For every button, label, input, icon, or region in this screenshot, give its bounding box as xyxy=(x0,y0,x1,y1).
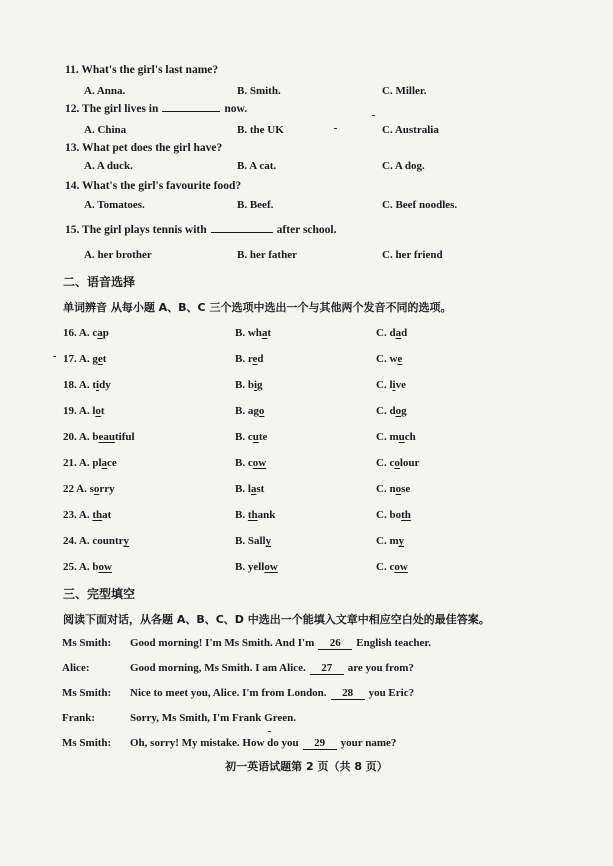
word-part: c xyxy=(92,327,98,339)
underlined-letters: ow xyxy=(264,561,278,573)
phonetics-option-c xyxy=(376,535,404,547)
phonetics-option-b xyxy=(235,561,278,573)
line-text-after: are you from? xyxy=(347,662,414,674)
word-part: Sall xyxy=(247,535,266,547)
word-part: C. xyxy=(376,483,390,495)
word-option xyxy=(92,509,111,521)
word-part: C. xyxy=(376,431,390,443)
underlined-letters: e xyxy=(97,353,103,365)
word-option xyxy=(235,379,263,391)
stem-text: 14. What's the girl's favourite food? xyxy=(65,180,242,192)
question-number: 25. A. xyxy=(63,561,93,573)
dialogue-line xyxy=(130,687,414,700)
word-option xyxy=(92,327,109,339)
option-b: B. A cat. xyxy=(237,160,277,172)
word-part: C. xyxy=(376,405,390,417)
word-option xyxy=(376,379,406,391)
stem-text-after: after school. xyxy=(276,224,337,236)
dialogue-line xyxy=(130,712,296,724)
phonetics-option-b xyxy=(235,379,263,391)
word-part: B. xyxy=(235,535,248,547)
word-part: C. xyxy=(376,353,390,365)
word-option xyxy=(92,379,110,391)
stem-text: 12. The girl lives in xyxy=(65,103,159,115)
underlined-letters: a xyxy=(101,457,108,469)
phonetics-option-b xyxy=(235,431,267,443)
phonetics-option-a xyxy=(63,509,111,521)
underlined-letters: ow xyxy=(252,457,267,469)
word-part: B. xyxy=(235,561,248,573)
word-part: yell xyxy=(247,561,265,573)
speaker-name: Ms Smith: xyxy=(62,737,112,749)
phonetics-option-a xyxy=(63,327,109,339)
dialogue-line xyxy=(130,637,431,650)
phonetics-option-c xyxy=(376,353,402,365)
word-option xyxy=(376,327,407,339)
word-option xyxy=(376,509,411,521)
phonetics-option-c xyxy=(376,327,407,339)
word-part: g xyxy=(401,405,407,417)
phonetics-option-b xyxy=(235,327,271,339)
word-part: l xyxy=(247,483,251,495)
word-part: c xyxy=(247,457,253,469)
phonetics-option-c xyxy=(376,379,406,391)
word-part: ce xyxy=(107,457,117,469)
word-part: st xyxy=(256,483,265,495)
dialogue-line xyxy=(130,737,396,750)
word-part: r xyxy=(247,353,253,365)
phonetics-option-a xyxy=(63,457,117,469)
word-part: b xyxy=(92,431,99,443)
option-b: B. the UK xyxy=(237,124,284,136)
underlined-letters: e xyxy=(397,353,403,365)
line-text-after: your name? xyxy=(340,737,397,749)
underlined-letters: th xyxy=(92,509,103,521)
word-part: g xyxy=(257,379,263,391)
word-part: rry xyxy=(99,483,115,495)
question-number: 17. A. xyxy=(63,353,93,365)
word-option xyxy=(235,327,271,339)
line-text: Sorry, Ms Smith, I'm Frank Green. xyxy=(130,712,297,724)
word-part: B. xyxy=(235,327,248,339)
word-part: t xyxy=(267,327,272,339)
option-a: A. China xyxy=(84,124,127,136)
word-part: d xyxy=(389,327,396,339)
phonetics-option-c xyxy=(376,483,410,495)
cloze-blank: 29 xyxy=(303,737,337,750)
phonetics-option-b xyxy=(235,405,264,417)
speaker-name: Ms Smith: xyxy=(62,687,112,699)
word-part: c xyxy=(389,457,395,469)
word-option xyxy=(376,535,404,547)
option-b: B. her father xyxy=(237,249,297,261)
section-title: 二、语音选择 xyxy=(63,275,136,289)
underlined-letters: o xyxy=(394,457,400,469)
word-part: C. xyxy=(376,457,390,469)
word-part: B. xyxy=(235,509,248,521)
word-part: l xyxy=(92,405,96,417)
underlined-letters: eau xyxy=(98,431,115,443)
section-title: 三、完型填空 xyxy=(63,587,136,601)
option-a: A. A duck. xyxy=(84,160,133,172)
word-part: C. xyxy=(376,561,390,573)
underlined-letters: i xyxy=(96,379,100,391)
phonetics-option-a xyxy=(63,379,111,391)
underlined-letters: o xyxy=(93,483,100,495)
phonetics-option-a xyxy=(63,431,135,443)
question-number: 19. A. xyxy=(63,405,93,417)
word-option xyxy=(92,561,112,573)
word-part: m xyxy=(389,431,399,443)
underlined-letters: u xyxy=(252,431,259,443)
word-option xyxy=(235,509,275,521)
option-c: C. Miller. xyxy=(382,85,427,97)
question-number: 21. A. xyxy=(63,457,93,469)
word-part: l xyxy=(389,379,393,391)
line-text: Nice to meet you, Alice. I'm from London. xyxy=(130,687,327,699)
word-option xyxy=(235,535,271,547)
word-option xyxy=(90,483,115,495)
option-a: A. Tomatoes. xyxy=(84,199,145,211)
underlined-letters: y xyxy=(123,535,130,547)
underlined-letters: a xyxy=(250,483,257,495)
phonetics-option-b xyxy=(235,457,266,469)
word-option xyxy=(92,457,116,469)
word-option xyxy=(235,405,264,417)
underlined-letters: i xyxy=(253,379,258,391)
word-part: ank xyxy=(257,509,276,521)
stem-text-after: now. xyxy=(224,103,248,115)
scan-speck xyxy=(268,731,271,732)
word-part: B. xyxy=(235,457,248,469)
word-part: B. xyxy=(235,431,248,443)
word-part: ag xyxy=(247,405,259,417)
word-part: w xyxy=(389,353,398,365)
phonetics-option-b xyxy=(235,483,264,495)
option-a: A. her brother xyxy=(84,249,152,261)
question-number: 20. A. xyxy=(63,431,93,443)
underlined-letters: a xyxy=(261,327,268,339)
question-stem xyxy=(65,142,222,154)
line-text-after: you Eric? xyxy=(368,687,415,699)
speaker-name: Frank: xyxy=(62,712,95,724)
scan-speck xyxy=(334,128,337,129)
word-option xyxy=(92,535,129,547)
phonetics-option-b xyxy=(235,535,271,547)
word-option xyxy=(235,561,278,573)
stem-text: 13. What pet does the girl have? xyxy=(65,142,223,154)
word-part: c xyxy=(389,561,395,573)
word-part: at xyxy=(102,509,112,521)
word-part: c xyxy=(247,431,253,443)
word-part: ch xyxy=(404,431,416,443)
phonetics-option-a xyxy=(63,535,129,547)
phonetics-option-c xyxy=(376,431,416,443)
stem-text: 15. The girl plays tennis with xyxy=(65,224,207,236)
word-part: se xyxy=(401,483,411,495)
word-option xyxy=(376,353,402,365)
word-part: wh xyxy=(247,327,262,339)
word-part: C. xyxy=(376,535,390,547)
phonetics-option-b xyxy=(235,509,275,521)
phonetics-option-a xyxy=(63,353,106,365)
word-part: B. xyxy=(235,353,248,365)
word-option xyxy=(376,483,410,495)
phonetics-option-b xyxy=(235,353,264,365)
line-text-after: English teacher. xyxy=(356,637,432,649)
page-footer: 初一英语试题第 2 页（共 8 页） xyxy=(225,760,388,773)
word-part: p xyxy=(102,327,109,339)
word-part: C. xyxy=(376,509,390,521)
word-part: t xyxy=(92,379,97,391)
answer-blank xyxy=(162,111,220,112)
underlined-letters: o xyxy=(395,483,402,495)
word-option xyxy=(235,483,264,495)
underlined-letters: y xyxy=(265,535,272,547)
line-text: Good morning, Ms Smith. I am Alice. xyxy=(130,662,306,674)
word-part: pl xyxy=(92,457,102,469)
underlined-letters: o xyxy=(258,405,265,417)
question-number: 16. A. xyxy=(63,327,93,339)
speaker-name: Alice: xyxy=(62,662,90,674)
underlined-letters: a xyxy=(97,327,103,339)
line-text: Oh, sorry! My mistake. How do you xyxy=(130,737,299,749)
word-part: B. xyxy=(235,483,248,495)
question-number: 18. A. xyxy=(63,379,93,391)
option-c: C. Australia xyxy=(382,124,439,136)
word-part: b xyxy=(247,379,254,391)
word-part: te xyxy=(258,431,268,443)
word-part: C. xyxy=(376,379,390,391)
underlined-letters: u xyxy=(398,431,405,443)
word-part: lour xyxy=(399,457,420,469)
underlined-letters: th xyxy=(247,509,258,521)
word-option xyxy=(376,431,416,443)
underlined-letters: o xyxy=(95,405,101,417)
scan-speck xyxy=(372,115,375,116)
word-part: m xyxy=(389,535,399,547)
option-c: C. A dog. xyxy=(382,160,425,172)
option-c: C. her friend xyxy=(382,249,443,261)
question-stem xyxy=(65,180,241,192)
word-option xyxy=(235,431,267,443)
word-option xyxy=(376,457,419,469)
underlined-letters: ow xyxy=(394,561,408,573)
question-number: 23. A. xyxy=(63,509,93,521)
underlined-letters: a xyxy=(395,327,402,339)
question-stem xyxy=(65,224,337,236)
word-part: t xyxy=(102,353,107,365)
word-part: tiful xyxy=(114,431,135,443)
option-b: B. Beef. xyxy=(237,199,274,211)
question-stem xyxy=(65,103,247,115)
phonetics-option-a xyxy=(63,561,112,573)
scan-speck xyxy=(53,356,56,357)
word-part: B. xyxy=(235,405,248,417)
word-part: B. xyxy=(235,379,248,391)
underlined-letters: ow xyxy=(98,561,112,573)
question-stem xyxy=(65,64,218,76)
word-part: bo xyxy=(389,509,402,521)
underlined-letters: e xyxy=(252,353,258,365)
word-option xyxy=(92,353,106,365)
word-option xyxy=(92,405,104,417)
line-text: Good morning! I'm Ms Smith. And I'm xyxy=(130,637,315,649)
phonetics-option-c xyxy=(376,405,407,417)
phonetics-option-a xyxy=(63,483,115,495)
section-instruction: 单词辨音 从每小题 A、B、C 三个选项中选出一个与其他两个发音不同的选项。 xyxy=(63,301,452,314)
cloze-blank: 26 xyxy=(318,637,352,650)
dialogue-line xyxy=(130,662,414,675)
phonetics-option-a xyxy=(63,405,105,417)
underlined-letters: i xyxy=(392,379,396,391)
underlined-letters: o xyxy=(395,405,402,417)
phonetics-option-c xyxy=(376,457,419,469)
word-option xyxy=(376,405,407,417)
word-option xyxy=(235,457,266,469)
word-part: t xyxy=(100,405,105,417)
option-a: A. Anna. xyxy=(84,85,126,97)
word-part: dy xyxy=(99,379,111,391)
cloze-blank: 27 xyxy=(310,662,344,675)
question-number: 24. A. xyxy=(63,535,93,547)
word-part: countr xyxy=(92,535,124,547)
word-option xyxy=(235,353,264,365)
word-part: ve xyxy=(395,379,406,391)
underlined-letters: y xyxy=(398,535,405,547)
underlined-letters: th xyxy=(401,509,411,521)
stem-text: 11. What's the girl's last name? xyxy=(65,64,219,76)
answer-blank xyxy=(211,232,273,233)
word-part: C. xyxy=(376,327,390,339)
section-instruction: 阅读下面对话，从各题 A、B、C、D 中选出一个能填入文章中相应空白处的最佳答案。 xyxy=(63,613,490,626)
word-part: d xyxy=(257,353,264,365)
word-option xyxy=(376,561,408,573)
word-part: b xyxy=(92,561,99,573)
question-number: 22 A. xyxy=(63,483,90,495)
word-part: s xyxy=(89,483,94,495)
word-part: d xyxy=(389,405,396,417)
option-c: C. Beef noodles. xyxy=(382,199,458,211)
phonetics-option-c xyxy=(376,561,408,573)
word-part: d xyxy=(401,327,408,339)
phonetics-option-c xyxy=(376,509,411,521)
cloze-blank: 28 xyxy=(331,687,365,700)
option-b: B. Smith. xyxy=(237,85,281,97)
word-option xyxy=(92,431,134,443)
word-part: n xyxy=(389,483,396,495)
speaker-name: Ms Smith: xyxy=(62,637,112,649)
word-part: g xyxy=(92,353,98,365)
